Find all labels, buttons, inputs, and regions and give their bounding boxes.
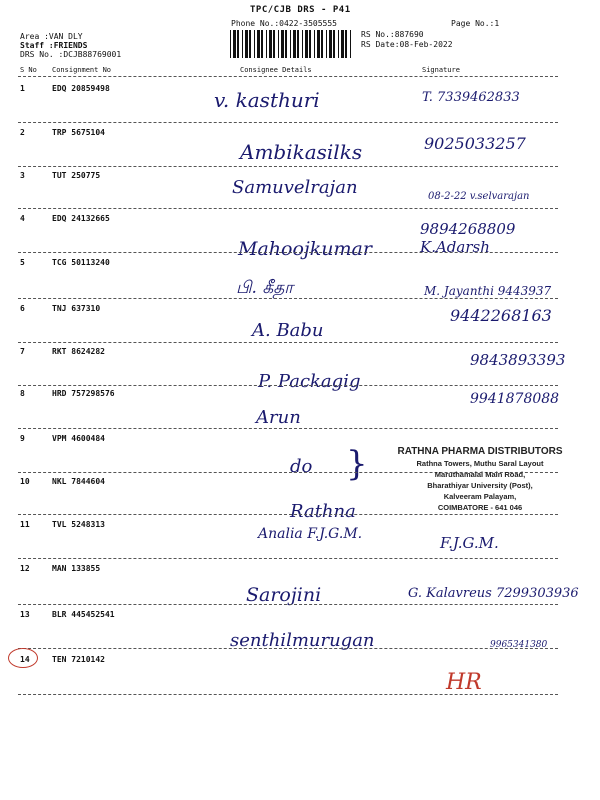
row-sno: 1 [20, 84, 25, 93]
barcode-bar [278, 30, 279, 58]
area-field: Area :VAN DLY [20, 32, 83, 41]
row-consignee-handwriting: பி. கீதா [236, 278, 294, 298]
row-consignee-handwriting: senthilmurugan [230, 630, 375, 651]
barcode-bar [309, 30, 311, 58]
sheet-title: TPC/CJB DRS - P41 [250, 5, 351, 15]
barcode-bar [350, 30, 351, 58]
table-row [0, 214, 600, 260]
barcode-bar [305, 30, 308, 58]
barcode-bar [281, 30, 284, 58]
row-signature-handwriting: G. Kalavreus 7299303936 [408, 586, 579, 601]
column-header-consignee: Consignee Details [240, 66, 312, 74]
row-consignment-no: VPM 4600484 [52, 434, 105, 443]
row-consignment-no: MAN 133855 [52, 564, 101, 573]
row-consignee-handwriting: A. Babu [252, 320, 324, 341]
row-divider [18, 252, 558, 253]
table-row [0, 171, 600, 217]
row-consignment-no: BLR 445452541 [52, 610, 115, 619]
row-sno: 10 [20, 477, 30, 486]
barcode-bar [326, 30, 327, 58]
row-consignee-handwriting: P. Packagig [258, 371, 361, 392]
barcode-bar [345, 30, 347, 58]
barcode-bar [341, 30, 344, 58]
row-divider [18, 166, 558, 167]
row-divider [18, 342, 558, 343]
barcode-bar [257, 30, 260, 58]
drs-number: DRS No. :DCJB88769001 [20, 50, 122, 59]
barcode-bar [266, 30, 267, 58]
barcode-bar [242, 30, 243, 58]
stamp-address-line: Bharathiyar University (Post), [427, 481, 533, 490]
row-signature-handwriting: M. Jayanthi 9443937 [424, 284, 552, 298]
table-row [0, 304, 600, 350]
stamp-address-line: Rathna Towers, Muthu Saral Layout [416, 459, 544, 468]
row-divider [18, 122, 558, 123]
row-consignment-no: HRD 757298576 [52, 389, 115, 398]
row-consignee-handwriting: do [290, 456, 313, 477]
row-consignment-no: EDQ 20859498 [52, 84, 110, 93]
barcode-bar [233, 30, 236, 58]
barcode-bar [249, 30, 251, 58]
row-consignment-no: RKT 8624282 [52, 347, 105, 356]
page-number: Page No.:1 [451, 19, 500, 28]
barcode-bar [245, 30, 248, 58]
barcode-bar [273, 30, 275, 58]
circle-annotation [8, 648, 38, 668]
barcode-bar [230, 30, 231, 58]
table-row [0, 84, 600, 130]
row-sno: 5 [20, 258, 25, 267]
barcode-bar [297, 30, 299, 58]
row-sno: 13 [20, 610, 30, 619]
row-consignee-handwriting: v. kasthuri [214, 88, 320, 112]
table-row [0, 520, 600, 566]
row-sno: 4 [20, 214, 25, 223]
row-signature-handwriting: T. 7339462833 [422, 90, 520, 105]
row-consignee-handwriting: Sarojini [246, 584, 322, 606]
row-consignee-handwriting: Ambikasilks [240, 140, 363, 164]
row-consignee-handwriting: Samuvelrajan [232, 177, 358, 198]
stamp-address-line: Maruthamalai Main Road, [434, 470, 526, 479]
row-divider [18, 385, 558, 386]
barcode-bar [314, 30, 315, 58]
barcode-bar [269, 30, 272, 58]
row-sno: 8 [20, 389, 25, 398]
row-signature-handwriting: 08-2-22 v.selvarajan [428, 191, 530, 202]
barcode-bar [329, 30, 332, 58]
row-divider [18, 604, 558, 605]
row-sno: 9 [20, 434, 25, 443]
row-signature-handwriting: 9442268163 [450, 306, 552, 325]
row-consignment-no: NKL 7844604 [52, 477, 105, 486]
row-consignee-handwriting: Arun [256, 407, 301, 428]
table-row [0, 347, 600, 393]
barcode-bar [285, 30, 287, 58]
barcode-bar [261, 30, 263, 58]
column-header-signature: Signature [422, 66, 460, 74]
row-sno: 2 [20, 128, 25, 137]
row-signature-handwriting: 9025033257 [424, 134, 526, 153]
column-header-sno: S No [20, 66, 37, 74]
brace-mark: } [346, 444, 368, 484]
table-row [0, 128, 600, 174]
row-signature-handwriting: 9941878088 [470, 391, 560, 407]
row-signature-handwriting: 9843893393 [470, 351, 566, 369]
row-sno: 11 [20, 520, 30, 529]
rs-number: RS No.:887690 [361, 30, 424, 39]
header-divider [18, 76, 558, 77]
row-consignment-no: TRP 5675104 [52, 128, 105, 137]
row-sno: 6 [20, 304, 25, 313]
row-sno: 7 [20, 347, 25, 356]
row-consignee-handwriting: Mahoojkumar [238, 238, 372, 260]
barcode-bar [338, 30, 339, 58]
barcode-bar [333, 30, 335, 58]
barcode-bar [321, 30, 323, 58]
row-consignment-no: TUT 250775 [52, 171, 101, 180]
row-divider [18, 298, 558, 299]
row-divider [18, 648, 558, 649]
stamp-company-name: RATHNA PHARMA DISTRIBUTORS [397, 446, 563, 457]
barcode-bar [293, 30, 296, 58]
row-consignee-handwriting: Rathna [290, 501, 356, 522]
red-initials-mark: HR [446, 670, 482, 695]
barcode-bar [254, 30, 255, 58]
row-divider [18, 558, 558, 559]
stamp-address-line: COIMBATORE - 641 046 [437, 503, 523, 512]
row-sno: 12 [20, 564, 30, 573]
row-signature-handwriting: 9965341380 [490, 640, 548, 650]
barcode-bar [317, 30, 320, 58]
row-consignment-no: TVL 5248313 [52, 520, 105, 529]
barcode-image [229, 30, 355, 58]
row-sno: 3 [20, 171, 25, 180]
row-consignment-no: TNJ 637310 [52, 304, 101, 313]
barcode-bar [302, 30, 303, 58]
rs-date: RS Date:08-Feb-2022 [361, 40, 453, 49]
staff-field: Staff :FRIENDS [20, 41, 88, 50]
row-divider [18, 428, 558, 429]
company-stamp [380, 446, 580, 513]
row-consignment-no: TEN 7210142 [52, 655, 105, 664]
row-signature-handwriting: F.J.G.M. [440, 534, 499, 552]
stamp-address-line: Kalveeram Palayam, [443, 492, 517, 501]
row-divider [18, 208, 558, 209]
phone-number: Phone No.:0422-3505555 [231, 19, 337, 28]
row-signature-handwriting: 9894268809 K.Adarsh [420, 220, 516, 256]
row-consignee-handwriting: Analia F.J.G.M. [258, 526, 363, 542]
row-sno: 14 [20, 655, 30, 664]
table-row [0, 610, 600, 656]
row-divider [18, 514, 558, 515]
column-header-consignment: Consignment No [52, 66, 112, 74]
row-consignment-no: EDQ 24132665 [52, 214, 110, 223]
barcode-bar [237, 30, 239, 58]
barcode-bar [290, 30, 291, 58]
row-consignment-no: TCG 50113240 [52, 258, 110, 267]
